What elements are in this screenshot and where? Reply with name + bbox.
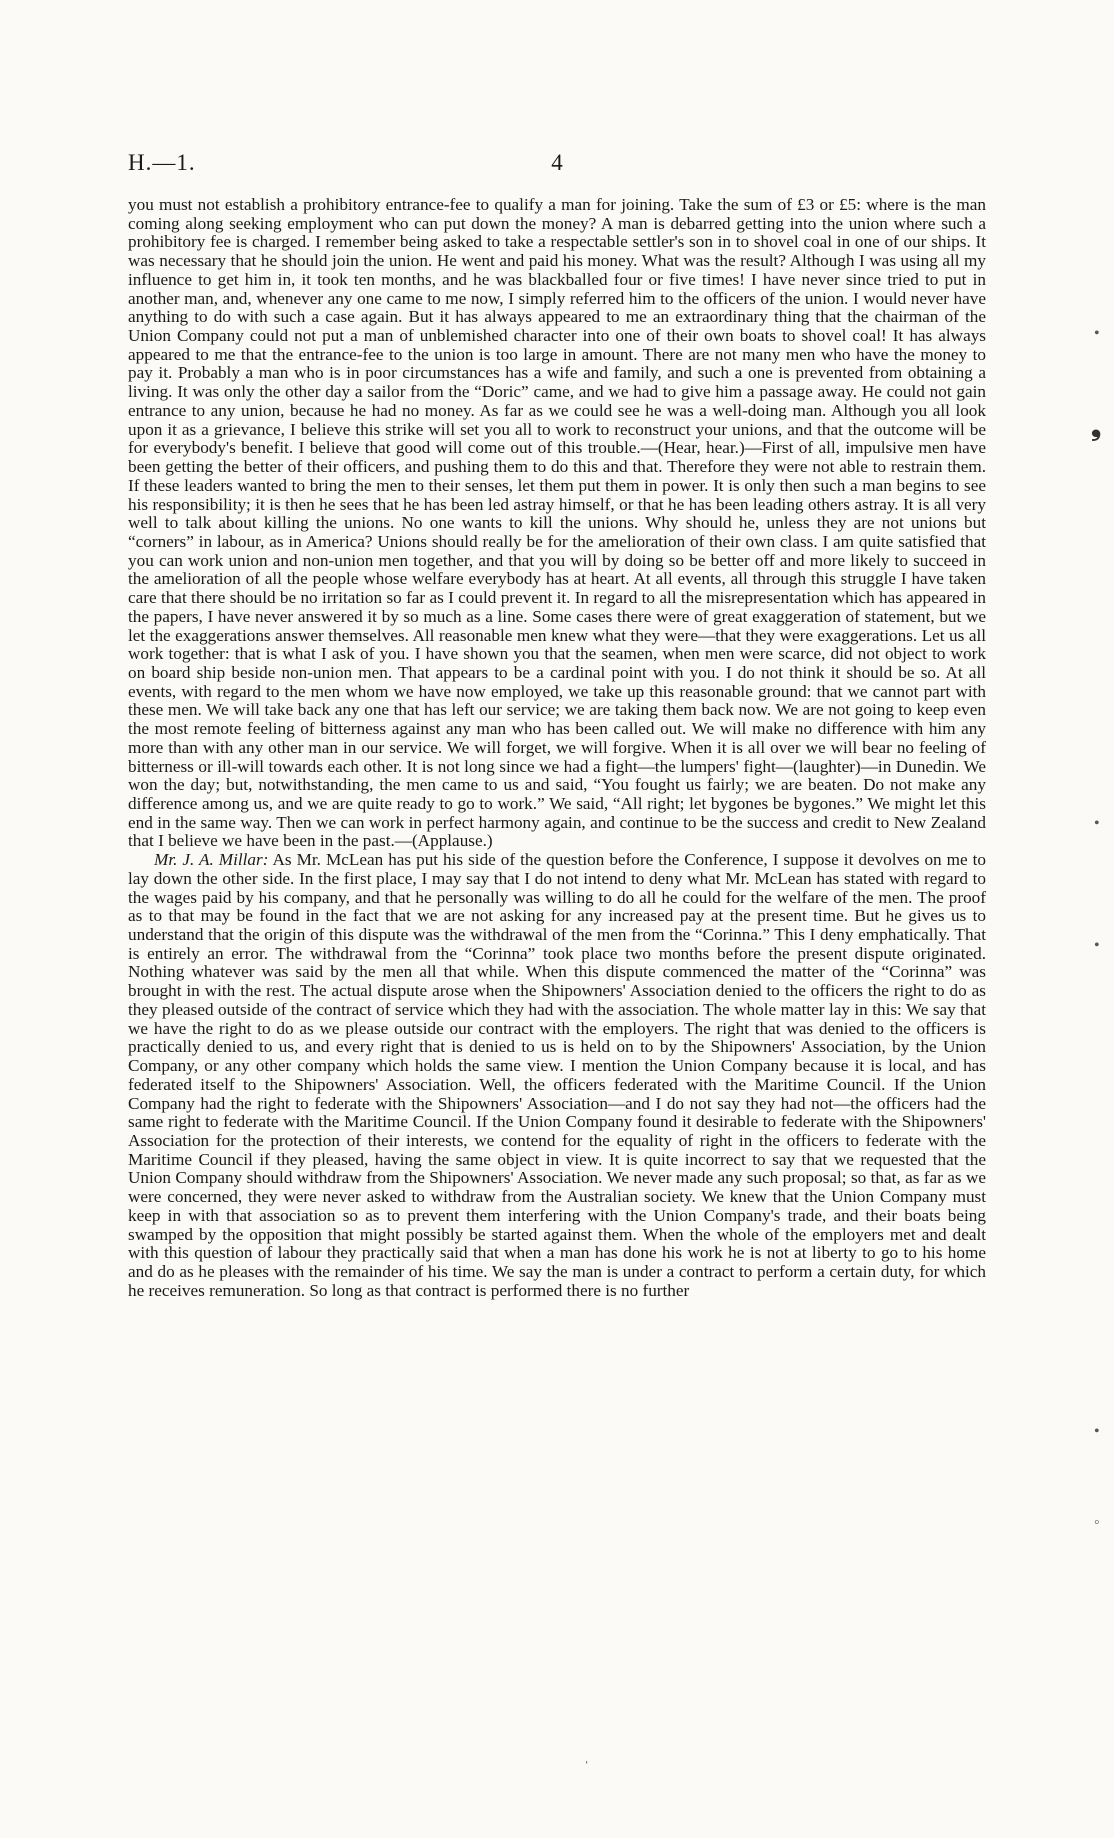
paragraph-millar-speech — [128, 851, 986, 1300]
paragraph-mclean-speech — [128, 196, 986, 851]
margin-speck: • — [1094, 325, 1100, 342]
margin-speck: ˈ — [584, 1759, 590, 1776]
margin-speck: ◦ — [1094, 1514, 1100, 1531]
paragraph-text: As Mr. McLean has put his side of the question before the Conference, I suppose it devolves on me to lay down the other side. In the first place, I may say that I do not intend to deny what Mr. McLean has stated with regard to the wages paid by his company, and that he personally was willing to do all he could for the welfare of the men. The proof as to that may be found in the fact that we are not asking for any increased pay at the present time. But he gives us to understand that the origin of this dispute was the withdrawal of the men from the “Corinna.” This I deny emphatically. That is entirely an error. The withdrawal from the “Corinna” took place two months before the present dispute originated. Nothing whatever was said by the men all that while. When this dispute commenced the matter of the “Corinna” was brought in with the rest. The actual dispute arose when the Shipowners' Association denied to the officers the right to do as they pleased outside of the contract of service which they had with the association. The whole matter lay in this: We say that we have the right to do as we please outside our contract with the employers. The right that was denied to the officers is practically denied to us, and every right that is denied to us is held on to by the Shipowners' Association, by the Union Company, or any other company which holds the same view. I mention the Union Company because it is local, and has federated itself to the Shipowners' Association. Well, the officers federated with the Maritime Council. If the Union Company had the right to federate with the Shipowners' Association—and I do not say they had not—the officers had the same right to federate with the Maritime Council. If the Union Company found it desirable to federate with the Shipowners' Association for the protection of their interests, we contend for the equality of right in the officers to federate with the Maritime Council if they pleased, having the same object in view. It is quite incorrect to say that we requested that the Union Company should withdraw from the Shipowners' Association. We never made any such proposal; so that, as far as we were concerned, they were never asked to withdraw from the Australian society. We knew that the Union Company must keep in with that association so as to prevent them interfering with the Union Company's trade, and their boats being swamped by the opposition that might possibly be started against them. When the whole of the employers met and dealt with this question of labour they practically said that when a man has done his work he is not at liberty to go to his home and do as he pleases with the remainder of his time. We say the man is under a contract to perform a certain duty, for which he receives remuneration. So long as that contract is performed there is no further — [128, 850, 986, 1300]
margin-speck: • — [1094, 937, 1100, 954]
paragraph-text: you must not establish a prohibitory entrance-fee to qualify a man for joining. Take the sum of £3 or £5: where is the man coming along seeking employment who can put down the money? A man is debarred getting into the union where such a prohibitory fee is charged. I remember being asked to take a respectable settler's son in to shovel coal in one of our ships. It was necessary that he should join the union. He went and paid his money. What was the result? Although I was using all my influence to get him in, it took ten months, and he was blackballed four or five times! I have never since tried to put in another man, and, whenever any one came to me now, I simply referred him to the officers of the union. I would never have anything to do with such a case again. But it has always appeared to me an extraordinary thing that the chairman of the Union Company could not put a man of unblemished character into one of their own boats to shovel coal! It has always appeared to me that the entrance-fee to the union is too large in amount. There are not many men who have the money to pay it. Probably a man who is in poor circumstances has a wife and family, and such a one is prevented from obtaining a living. It was only the other day a sailor from the “Doric” came, and we had to give him a passage away. He could not gain entrance to any union, because he had no money. As far as we could see he was a well-doing man. Although you all look upon it as a grievance, I believe this strike will set you all to work to reconstruct your unions, and that the outcome will be for everybody's benefit. I believe that good will come out of this trouble.—(Hear, hear.)—First of all, impulsive men have been getting the better of their officers, and pushing them to do this and that. Therefore they were not able to restrain them. If these leaders wanted to bring the men to their senses, let them put them in power. It is only then such a man begins to see his responsibility; it is then he sees that he has been led astray himself, or that he has been leading others astray. It is all very well to talk about killing the unions. No one wants to kill the unions. Why should he, unless they are not unions but “corners” in labour, as in America? Unions should really be for the amelioration of their own class. I am quite satisfied that you can work union and non-union men together, and that you will by doing so be better off and more likely to succeed in the amelioration of all the people whose welfare everybody has at heart. At all events, all through this struggle I have taken care that there should be no irritation so far as I could prevent it. In regard to all the misrepresentation which has appeared in the papers, I have never answered it by so much as a line. Some cases there were of great exaggeration of statement, but we let the exaggerations answer themselves. All reasonable men knew what they were—that they were exaggerations. Let us all work together: that is what I ask of you. I have shown you that the seamen, when men were scarce, did not object to work on board ship beside non-union men. That appears to be a cardinal point with you. I do not think it should be so. At all events, with regard to the men whom we have now employed, we take up this reasonable ground: that we cannot part with these men. We will take back any one that has left our service; we are taking them back now. We are not going to keep even the most remote feeling of bitterness against any man who has been called out. We will make no difference with him any more than with any other man in our service. We will forget, we will forgive. When it is all over we will bear no feeling of bitterness or ill-will towards each other. It is not long since we had a fight—the lumpers' fight—(laughter)—in Dunedin. We won the day; but, notwithstanding, the men came to us and said, “You fought us fairly; we are beaten. Do not make any difference among us, and we are quite ready to go to work.” We said, “All right; let bygones be bygones.” We might let this end in the same way. Then we can work in perfect harmony again, and continue to be the success and credit to New Zealand that I believe we have been in the past.—(Applause.) — [128, 195, 986, 851]
speaker-name: Mr. J. A. Millar: — [154, 850, 269, 870]
document-reference: H.—1. — [128, 150, 196, 175]
page-header — [128, 150, 986, 180]
margin-speck: • — [1094, 1423, 1100, 1440]
margin-speck: ❟ — [1091, 412, 1102, 441]
body-text — [128, 196, 986, 1300]
margin-speck: • — [1094, 815, 1100, 832]
page-number: 4 — [551, 150, 563, 175]
